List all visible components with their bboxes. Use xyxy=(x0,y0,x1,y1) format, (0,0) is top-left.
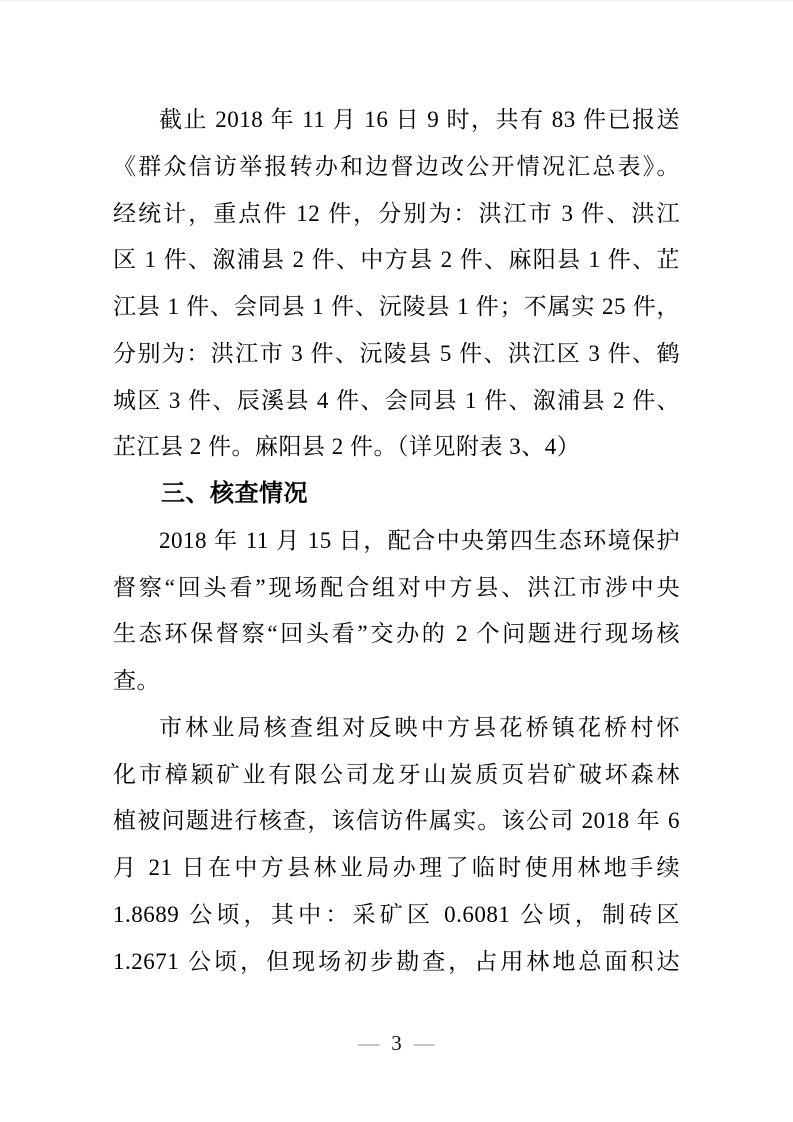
page-number: 3 xyxy=(391,1031,402,1055)
text-line-7: 城区 3 件、辰溪县 4 件、会同县 1 件、溆浦县 2 件、 xyxy=(113,387,680,413)
section-heading: 三、核查情况 xyxy=(161,480,308,507)
document-body xyxy=(113,97,680,985)
text-line-15: 化市樟颖矿业有限公司龙牙山炭质页岩矿破坏森林 xyxy=(113,761,680,787)
text-line-18: 1.8689 公顷，其中：采矿区 0.6081 公顷，制砖区 xyxy=(113,901,680,927)
footer-right-dash: — xyxy=(413,1031,435,1055)
text-line-12: 生态环保督察“回头看”交办的 2 个问题进行现场核 xyxy=(113,621,680,647)
text-line-2: 《群众信访举报转办和边督边改公开情况汇总表》。 xyxy=(113,153,680,179)
text-line-8: 芷江县 2 件。麻阳县 2 件。（详见附表 3、4） xyxy=(113,434,581,460)
text-line-3: 经统计，重点件 12 件，分别为：洪江市 3 件、洪江 xyxy=(113,200,680,226)
text-line-17: 月 21 日在中方县林业局办理了临时使用林地手续 xyxy=(113,855,680,880)
text-line-16: 植被问题进行核查，该信访件属实。该公司 2018 年 6 xyxy=(113,808,680,834)
text-line-5: 江县 1 件、会同县 1 件、沅陵县 1 件；不属实 25 件， xyxy=(113,294,680,319)
text-line-10: 2018 年 11 月 15 日，配合中央第四生态环境保护 xyxy=(159,527,680,553)
page-footer xyxy=(0,1028,793,1058)
text-line-19: 1.2671 公顷，但现场初步勘查，占用林地总面积达 xyxy=(113,948,680,974)
text-line-1: 截止 2018 年 11 月 16 日 9 时，共有 83 件已报送 xyxy=(159,107,680,132)
text-line-13: 查。 xyxy=(113,668,160,693)
footer-left-dash: — xyxy=(358,1031,380,1055)
text-line-6: 分别为：洪江市 3 件、沅陵县 5 件、洪江区 3 件、鹤 xyxy=(113,340,680,366)
scan-edge-artifact xyxy=(0,0,793,2)
text-line-4: 区 1 件、溆浦县 2 件、中方县 2 件、麻阳县 1 件、芷 xyxy=(113,247,680,273)
text-line-11: 督察“回头看”现场配合组对中方县、洪江市涉中央 xyxy=(113,574,680,600)
text-line-14: 市林业局核查组对反映中方县花桥镇花桥村怀 xyxy=(159,714,680,740)
